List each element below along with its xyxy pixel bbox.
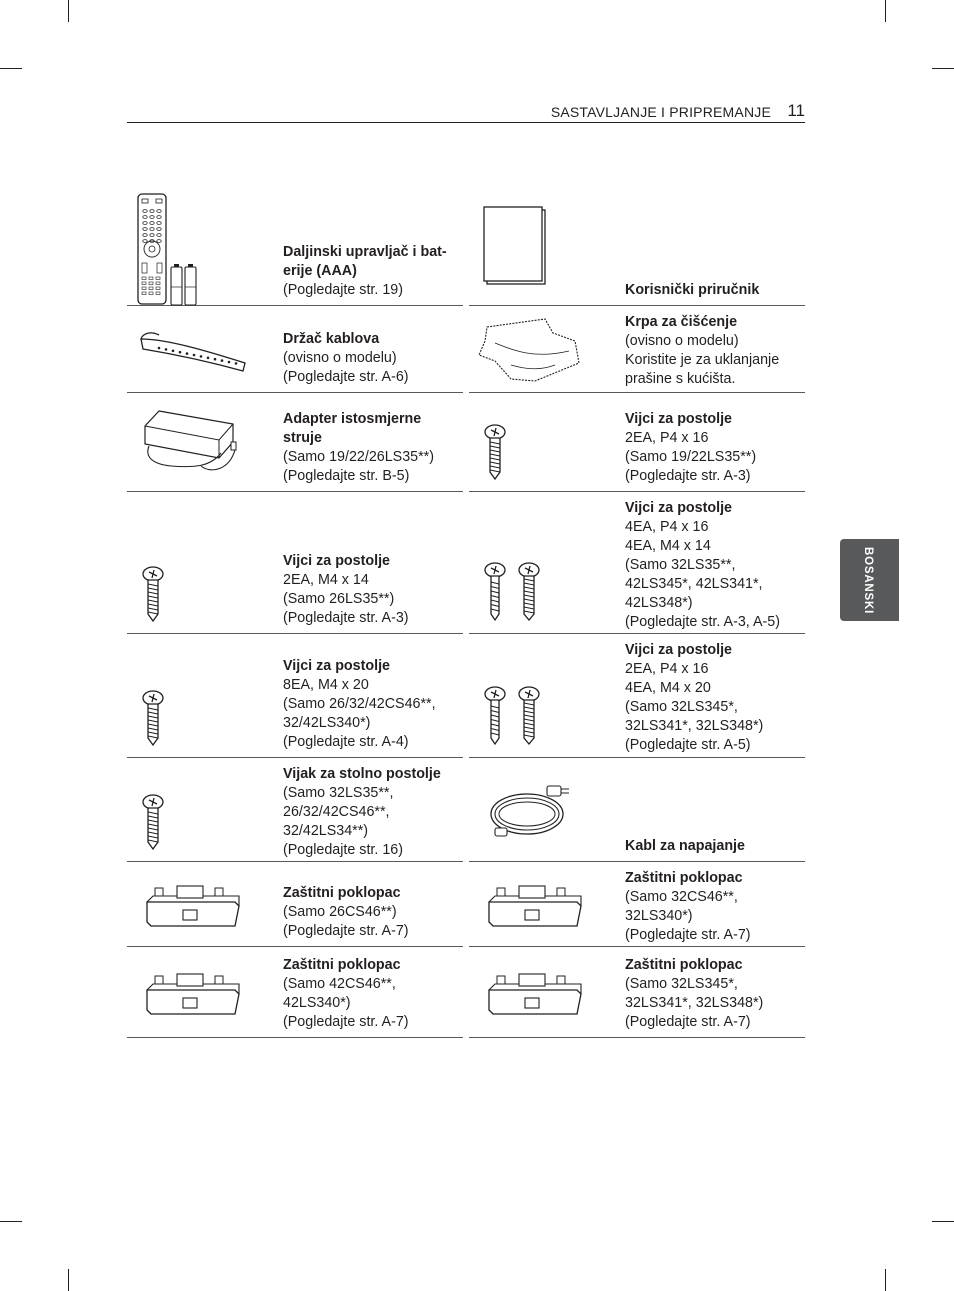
accessory-name: Daljinski upravljač i bat- [283,244,447,260]
accessory-name: struje [283,430,322,446]
accessory-detail: (ovisno o modelu) [625,333,739,349]
accessory-description [283,657,436,752]
accessory-name: erije (AAA) [283,263,357,279]
accessory-cell [469,186,805,306]
accessory-name: Adapter istosmjerne [283,411,422,427]
accessory-cell [127,948,463,1038]
page-number: 11 [787,101,805,120]
accessory-description [283,243,447,300]
accessory-detail: (Pogledajte str. 16) [283,842,404,858]
accessory-detail: 32LS341*, 32LS348*) [625,718,764,734]
screw-icon [141,690,165,751]
accessory-cell [469,493,805,634]
accessory-detail: (Pogledajte str. A-6) [283,369,409,385]
section-title: SASTAVLJANJE I PRIPREMANJE [550,104,771,120]
accessory-detail: (Pogledajte str. A-3) [625,468,751,484]
accessory-detail: (Samo 19/22/26LS35**) [283,449,435,465]
crop-mark [885,1269,886,1291]
accessory-name: Vijci za postolje [283,658,390,674]
accessory-cell [127,863,463,947]
accessory-detail: (Pogledajte str. A-7) [283,923,409,939]
protective-cover-icon [143,880,243,935]
accessory-description [283,330,409,387]
accessory-detail: 2EA, M4 x 14 [283,572,369,588]
crop-mark [68,0,69,22]
accessory-detail: (Samo 26LS35**) [283,591,395,607]
accessory-detail: (Samo 42CS46**, [283,976,396,992]
accessory-description [283,956,409,1032]
accessory-detail: 32/42LS34**) [283,823,369,839]
protective-cover-icon [143,968,243,1023]
accessory-name: Krpa za čišćenje [625,314,738,330]
accessory-description [625,837,745,856]
accessory-detail: (Pogledajte str. 19) [283,282,404,298]
accessory-name: Zaštitni poklopac [283,885,401,901]
accessory-detail: (Pogledajte str. A-7) [625,927,751,943]
accessory-cell [469,307,805,393]
page-header [127,100,805,123]
accessory-cell [469,635,805,758]
dc-adapter-icon [141,408,241,483]
accessory-name: Vijci za postolje [283,553,390,569]
protective-cover-icon [485,880,585,935]
accessory-detail: (Samo 19/22LS35**) [625,449,757,465]
accessory-detail: 32LS341*, 32LS348*) [625,995,764,1011]
accessory-detail: (Pogledajte str. A-5) [625,737,751,753]
accessory-description [625,641,763,755]
accessory-cell [127,635,463,758]
accessory-detail: 2EA, P4 x 16 [625,661,709,677]
accessory-detail: 42LS345*, 42LS341*, [625,576,763,592]
accessory-description [625,956,763,1032]
screw-icon [141,566,165,627]
accessory-cell [127,493,463,634]
screw-pair-icon [483,562,543,627]
accessory-detail: (Samo 32CS46**, [625,889,738,905]
accessory-name: Korisnički priručnik [625,282,760,298]
cable-holder-icon [137,325,249,380]
protective-cover-icon [485,968,585,1023]
accessory-description [625,869,751,945]
accessory-detail: 4EA, M4 x 20 [625,680,711,696]
manual-book-icon [483,206,547,291]
crop-mark [68,1269,69,1291]
accessory-detail: (Pogledajte str. A-7) [283,1014,409,1030]
accessory-detail: (Pogledajte str. B-5) [283,468,410,484]
accessory-name: Zaštitni poklopac [283,957,401,973]
accessory-detail: (Pogledajte str. A-3, A-5) [625,614,780,630]
accessory-detail: (Samo 32LS35**, [625,557,736,573]
accessory-name: Zaštitni poklopac [625,870,743,886]
accessory-detail: 2EA, P4 x 16 [625,430,709,446]
crop-mark [885,0,886,22]
accessory-description [283,552,409,628]
crop-mark [932,1221,954,1222]
crop-mark [0,1221,22,1222]
accessory-cell [127,307,463,393]
accessory-detail: (Pogledajte str. A-3) [283,610,409,626]
accessory-detail: 4EA, P4 x 16 [625,519,709,535]
accessory-detail: (ovisno o modelu) [283,350,397,366]
cleaning-cloth-icon [475,315,587,390]
crop-mark [932,68,954,69]
accessory-name: Vijak za stolno postolje [283,766,441,782]
accessory-detail: (Pogledajte str. A-4) [283,734,409,750]
accessory-detail: Koristite je za uklanjanje [625,352,780,368]
accessory-detail: (Samo 26/32/42CS46**, [283,696,436,712]
accessory-cell [127,186,463,306]
language-tab [840,539,899,621]
accessory-detail: (Samo 32LS35**, [283,785,394,801]
accessory-detail: (Samo 26CS46**) [283,904,397,920]
accessory-description [283,884,409,941]
accessory-detail: (Pogledajte str. A-7) [625,1014,751,1030]
accessory-cell [127,759,463,862]
accessory-name: Vijci za postolje [625,500,732,516]
accessory-detail: 42LS348*) [625,595,693,611]
accessory-cell [469,759,805,862]
accessory-detail: 32/42LS340*) [283,715,371,731]
accessory-detail: 4EA, M4 x 14 [625,538,711,554]
accessory-cell [127,394,463,492]
remote-batteries-icon [137,193,201,312]
power-cord-icon [487,780,577,847]
accessory-detail: 42LS340*) [283,995,351,1011]
accessory-description [283,410,434,486]
accessory-cell [469,948,805,1038]
accessory-detail: 26/32/42CS46**, [283,804,390,820]
screw-icon [141,794,165,855]
accessory-detail: 32LS340*) [625,908,693,924]
accessory-description [283,765,441,860]
accessory-detail: prašine s kućišta. [625,371,736,387]
accessory-description [625,499,780,632]
accessory-description [625,313,779,389]
accessory-detail: 8EA, M4 x 20 [283,677,369,693]
screw-pair-icon [483,686,543,751]
accessory-detail: (Samo 32LS345*, [625,699,738,715]
screw-icon [483,424,507,485]
crop-mark [0,68,22,69]
accessory-name: Vijci za postolje [625,411,732,427]
accessory-name: Zaštitni poklopac [625,957,743,973]
accessory-cell [469,863,805,947]
accessory-name: Držač kablova [283,331,380,347]
language-tab-label: BOSANSKI [862,547,874,615]
accessory-description [625,410,756,486]
accessory-detail: (Samo 32LS345*, [625,976,738,992]
accessory-name: Kabl za napajanje [625,838,745,854]
accessory-name: Vijci za postolje [625,642,732,658]
accessory-cell [469,394,805,492]
accessory-description [625,281,759,300]
